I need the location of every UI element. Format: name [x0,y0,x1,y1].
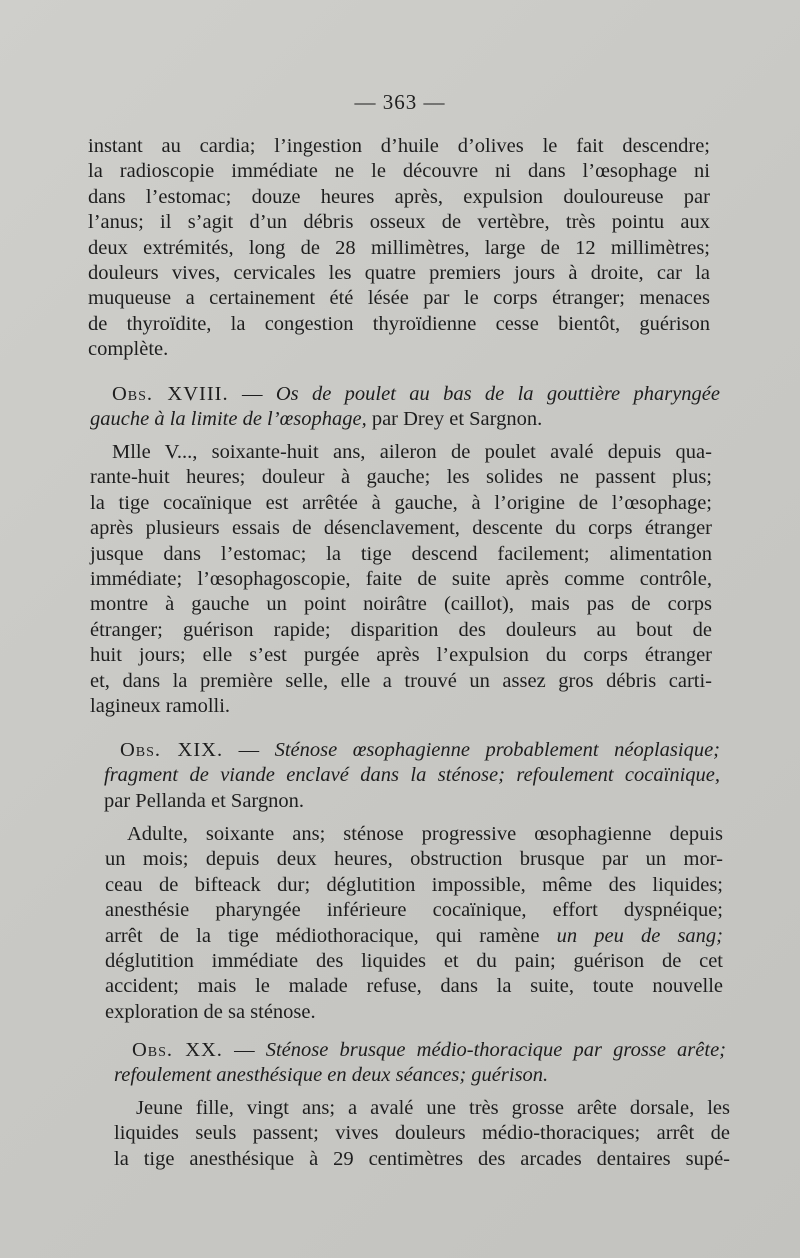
obs-19-heading: Obs. XIX. — Sténose œsophagienne probablement néoplasique; fragment de viande enclavé dans la sténose; refoulement cocaïnique, par Pellanda et Sargnon. [104,739,720,812]
obs-title: gauche à la limite de l’œsophage, [90,408,367,431]
text-line: lagineux ramolli. [90,695,231,718]
text-line: instant au cardia; l’ingestion d’huile d’olives le fait descendre; [88,135,710,157]
text-line: étranger; guérison rapide; disparition des douleurs au bout de [90,618,712,641]
page-number: — 363 — [354,90,446,114]
text-line: accident; mais le malade refuse, dans la suite, toute nouvelle [105,975,723,998]
text-line: la tige anesthésique à 29 centimètres des arcades dentaires supé- [114,1147,730,1170]
obs-title: Os de poulet au bas de la gouttière pharyngée [275,383,721,405]
obs-title: Sténose brusque médio-thoracique par grosse arête; [265,1039,727,1061]
text-line: arrêt de la tige médiothoracique, qui ramène un peu de sang; [105,924,724,947]
obs-authors: par Pellanda et Sargnon. [104,789,305,812]
obs-title: refoulement anesthésique en deux séances; guérison. [114,1064,549,1087]
obs-label: Obs. XIX. [120,739,224,761]
obs-label: Obs. XX. [132,1039,223,1061]
obs-18-body [90,440,712,719]
text-line: un mois; depuis deux heures, obstruction brusque par un mor- [105,848,723,871]
text-line: rante-huit heures; douleur à gauche; les solides ne passent plus; [90,466,712,489]
text-line: Mlle V..., soixante-huit ans, aileron de poulet avalé depuis qua- [112,441,712,463]
text-line: de thyroïdite, la congestion thyroïdienne cesse bientôt, guérison [88,312,710,335]
text-line: anesthésie pharyngée inférieure cocaïnique, effort dyspnéique; [105,899,723,922]
text-line: Adulte, soixante ans; sténose progressive œsophagienne depuis [127,823,723,845]
text-line: l’anus; il s’agit d’un débris osseux de vertèbre, très pointu aux [88,211,710,234]
text-line: montre à gauche un point noirâtre (caillot), mais pas de corps [90,593,712,616]
text-line: et, dans la première selle, elle a trouvé un assez gros débris carti- [90,669,712,692]
text-line: huit jours; elle s’est purgée après l’expulsion du corps étranger [90,644,712,667]
text-line: muqueuse a certainement été lésée par le corps étranger; menaces [88,287,710,310]
obs-title: Sténose œsophagienne probablement néoplasique; [274,739,720,761]
text-line: dans l’estomac; douze heures après, expulsion douloureuse par [88,185,710,208]
text-line: jusque dans l’estomac; la tige descend facilement; alimentation [90,542,712,565]
obs-18-heading: Obs. XVIII. — Os de poulet au bas de la gouttière pharyngée gauche à la limite de l’œsophage, par Drey et Sargnon. [90,383,721,431]
text-line: complète. [88,338,169,361]
text-line: exploration de sa sténose. [105,1000,316,1023]
text-line: déglutition immédiate des liquides et du pain; guérison de cet [105,950,723,973]
obs-19-body [105,822,723,1025]
text-line: la radioscopie immédiate ne le découvre ni dans l’œsophage ni [88,160,710,183]
obs-20-body [114,1096,730,1172]
text-line: immédiate; l’œsophagoscopie, faite de suite après comme contrôle, [90,568,712,591]
text-line: Jeune fille, vingt ans; a avalé une très grosse arête dorsale, les [136,1097,730,1119]
text-line: la tige cocaïnique est arrêtée à gauche, à l’origine de l’œsophage; [90,491,712,514]
text-line: liquides seuls passent; vives douleurs médio-thoraciques; arrêt de [114,1122,730,1145]
intro-paragraph [88,134,710,363]
obs-label: Obs. XVIII. [112,383,229,405]
obs-authors: par Drey et Sargnon. [366,408,543,431]
text-line: après plusieurs essais de désenclavement, descente du corps étranger [90,517,712,540]
obs-title: fragment de viande enclavé dans la sténose; refoulement cocaïnique, [104,764,720,787]
text-line: deux extrémités, long de 28 millimètres, large de 12 millimètres; [88,236,710,259]
obs-20-heading: Obs. XX. — Sténose brusque médio-thoracique par grosse arête; refoulement anesthésique en deux séances; guérison. [114,1039,727,1087]
text-line: douleurs vives, cervicales les quatre premiers jours à droite, car la [88,262,710,285]
text-line: ceau de bifteack dur; déglutition impossible, même des liquides; [105,873,723,896]
